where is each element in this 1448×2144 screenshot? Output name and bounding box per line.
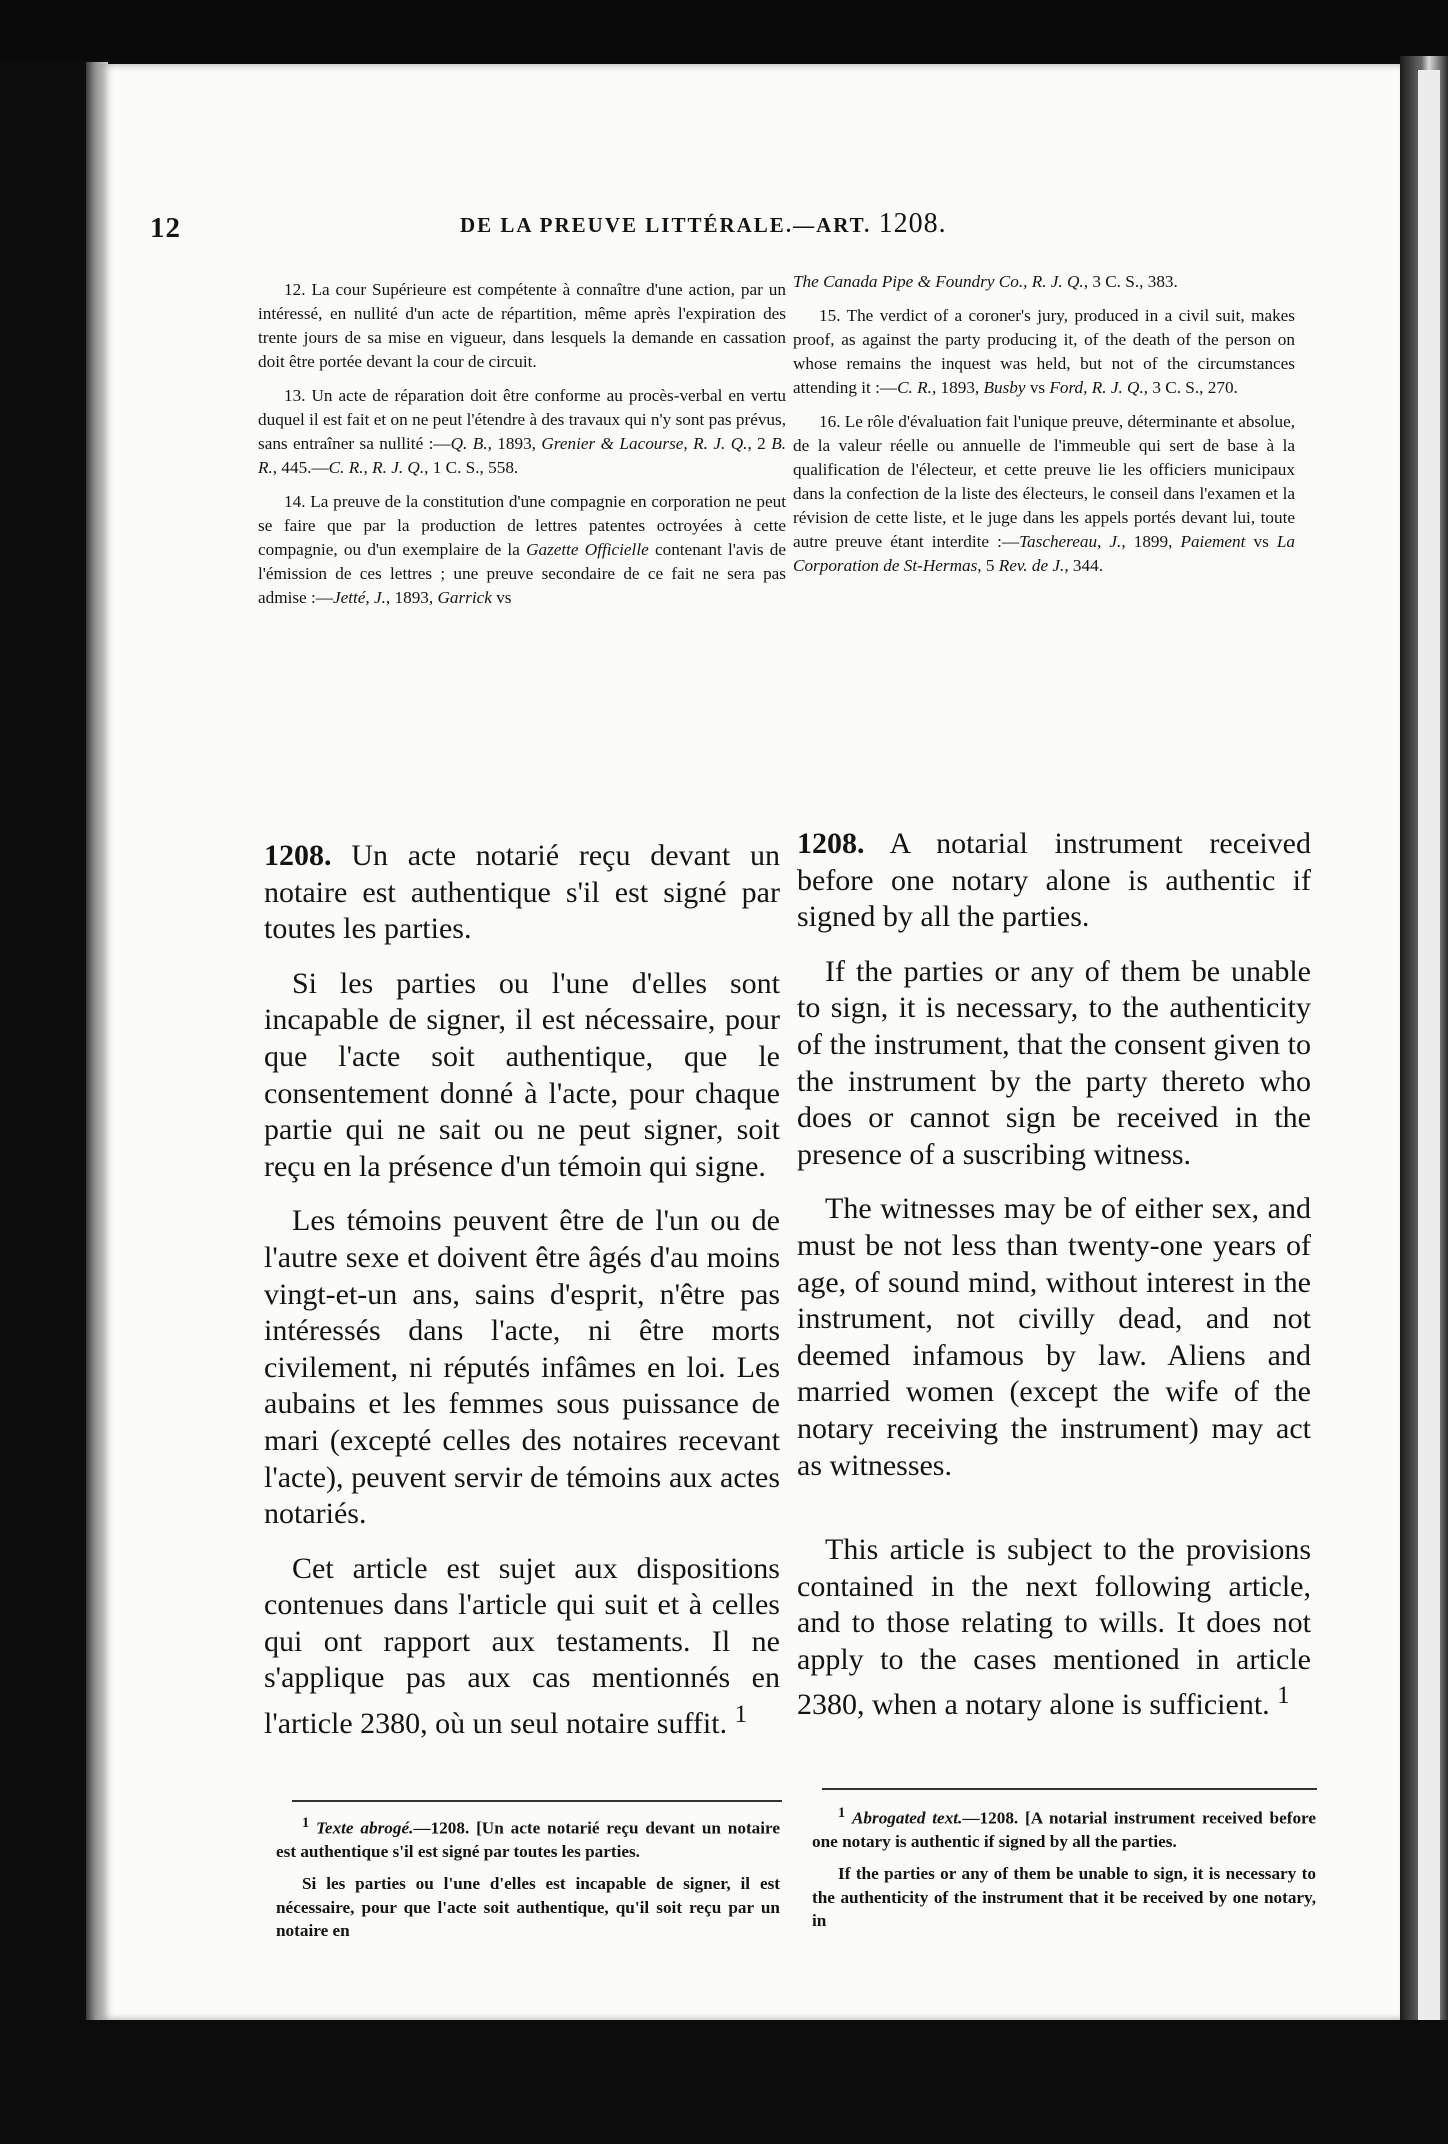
note-15-cite: C. R.	[897, 378, 932, 397]
next-page-edge	[1418, 70, 1440, 2060]
note-13	[258, 384, 786, 480]
footnote-en-2: If the parties or any of them be unable to sign, it is necessary to the authenticity of the instrument that it be received by one notary, in	[812, 1863, 1316, 1931]
running-title-article: 1208.	[878, 208, 947, 239]
note-14-gazette: Gazette Officielle	[526, 540, 649, 559]
note-14-judge: Jetté, J.	[332, 588, 386, 607]
note-13-year: , 1893,	[487, 434, 542, 453]
note-15-year: , 1893,	[931, 378, 984, 397]
note-13-cite-3: B. R.	[258, 434, 786, 477]
note-13-cite-4: C. R., R. J. Q.	[328, 458, 425, 477]
footnote-fr-2: Si les parties ou l'une d'elles est incapable de signer, il est nécessaire, pour que l'acte soit authentique, qu'il soit reçu par un notaire en	[276, 1873, 780, 1941]
article-fr-p2: Si les parties ou l'une d'elles sont incapable de signer, il est nécessaire, pour que l'acte soit authentique, que le consentement donné à l'acte, pour chaque partie qui ne sait ou ne peut signer, soit reçu en la présence d'un témoin qui signe.	[264, 966, 780, 1183]
note-14	[258, 490, 786, 610]
article-fr-number: 1208.	[264, 839, 332, 872]
article-fr-p1-text: Un acte notarié reçu devant un notaire est authentique s'il est signé par toutes les parties.	[264, 839, 780, 946]
note-16-mid: , 5	[977, 556, 999, 575]
note-12: 12. La cour Supérieure est compétente à connaître d'une action, par un intéressé, en nullité d'un acte de répartition, même après l'expiration des trente jours de sa mise en vigueur, dans lesquels la demande en cassation doit être portée devant la cour de circuit.	[258, 280, 786, 371]
article-en-p1	[797, 826, 1311, 936]
note-14-vs: vs	[491, 588, 512, 607]
footnotes-english	[812, 1802, 1316, 1941]
note-16-end: , 344.	[1064, 556, 1103, 575]
note-15-party-1: Busby	[983, 378, 1026, 397]
note-13-end: , 1 C. S., 558.	[424, 458, 519, 477]
article-fr-p4	[264, 1551, 780, 1743]
note-14-party: Garrick	[437, 588, 492, 607]
footnote-en-p1: —1208. [A notarial instrument received before one notary is authentic if signed by all the parties.	[812, 1808, 1316, 1852]
note-14-text: 14. La preuve de la constitution d'une compagnie en corporation ne peut se faire que par la production de lettres patentes octroyées à cette compagnie, ou d'un exemplaire de la	[258, 492, 786, 559]
note-13-text: 13. Un acte de réparation doit être conforme au procès-verbal en vertu duquel il est fait et on ne peut l'étendre à des travaux qui n'y sont pas prévus, sans entraîner sa nullité :—	[258, 386, 786, 453]
footnote-rule-right	[822, 1788, 1317, 1790]
footnotes-french	[276, 1812, 780, 1951]
scan-background-top	[0, 0, 1448, 60]
note-14-cont-cite: The Canada Pipe & Foundry Co., R. J. Q.	[793, 272, 1084, 291]
notes-french-column	[258, 278, 786, 620]
note-13-mid: , 2	[747, 434, 772, 453]
running-title	[460, 208, 1160, 240]
footnote-fr-mark: 1	[302, 1815, 310, 1831]
running-title-text: DE LA PREUVE LITTÉRALE.—ART.	[460, 213, 872, 237]
note-16-year: , 1899,	[1121, 532, 1181, 551]
note-15-vs: vs	[1025, 378, 1050, 397]
note-14-year: , 1893,	[385, 588, 438, 607]
note-15-text: 15. The verdict of a coroner's jury, produced in a civil suit, makes proof, as against the party producing it, of the death of the person on whose remains the inquest was held, but not of the circumstances attending it :—	[793, 306, 1295, 397]
note-16-text: 16. Le rôle d'évaluation fait l'unique preuve, déterminante et absolue, de la valeur réelle ou annuelle de l'immeuble qui sert de base à la qualification de l'électeur, et cette preuve lie les officiers municipaux dans la confection de la liste des électeurs, le conseil dans l'examen et la révision de cette liste, et le juge dans les appels portés devant lui, toute autre preuve étant interdite :—	[793, 412, 1295, 551]
note-16-reporter: Rev. de J.	[998, 556, 1065, 575]
scan-background-bottom	[0, 2020, 1448, 2144]
note-15-end: , 3 C. S., 270.	[1143, 378, 1238, 397]
article-fr-p1	[264, 838, 780, 948]
article-french	[264, 838, 780, 1761]
article-en-p2: If the parties or any of them be unable to sign, it is necessary, to the authenticity of the instrument, that the consent given to the instrument by the party thereto who does or cannot sign be received in the presence of a suscribing witness.	[797, 954, 1311, 1171]
note-15-party-2: Ford, R. J. Q.	[1049, 378, 1144, 397]
footnote-mark-en: 1	[1277, 1682, 1290, 1710]
footnote-mark-fr: 1	[734, 1701, 748, 1729]
notes-english-column	[793, 270, 1295, 588]
note-13-cite-2: Grenier & Lacourse, R. J. Q.	[541, 434, 748, 453]
article-en-p4-text: This article is subject to the provisions contained in the next following article, and to those relating to wills. It does not apply to the cases mentioned in article 2380, when a notary alone is sufficient.	[797, 1533, 1311, 1722]
footnote-fr-p1: —1208. [Un acte notarié reçu devant un notaire est authentique s'il est signé par toutes les parties.	[276, 1818, 780, 1862]
article-en-p3: The witnesses may be of either sex, and must be not less than twenty-one years of age, of sound mind, without interest in the instrument, not civilly dead, and not deemed infamous by law. Aliens and married women (except the wife of the notary receiving the instrument) may act as witnesses.	[797, 1192, 1311, 1482]
note-15	[793, 304, 1295, 400]
note-16-vs: vs	[1245, 532, 1277, 551]
note-13-mid-2: , 445.—	[272, 458, 329, 477]
article-english	[797, 826, 1311, 1742]
article-en-p4	[797, 1532, 1311, 1724]
note-14-cont-end: , 3 C. S., 383.	[1083, 272, 1178, 291]
footnote-fr-1	[276, 1812, 780, 1864]
footnote-en-1	[812, 1802, 1316, 1854]
footnote-en-mark: 1	[838, 1805, 846, 1821]
note-16	[793, 410, 1295, 578]
footnote-fr-label: Texte abrogé.	[316, 1818, 414, 1838]
article-en-number: 1208.	[797, 827, 865, 860]
article-fr-p3: Les témoins peuvent être de l'un ou de l'autre sexe et doivent être âgés d'au moins vingt-et-un ans, sains d'esprit, n'être pas intéressés dans l'acte, ni être morts civilement, ni réputés infâmes en loi. Les aubains et les femmes sous puissance de mari (excepté celles des notaires recevant l'acte), peuvent servir de témoins aux actes notariés.	[264, 1204, 780, 1531]
page-number: 12	[150, 212, 181, 244]
note-16-judge: Taschereau, J.	[1019, 532, 1122, 551]
note-14-continuation	[793, 270, 1295, 294]
article-en-p1-text: A notarial instrument received before one notary alone is authentic if signed by all the parties.	[797, 827, 1311, 934]
footnote-en-label: Abrogated text.	[851, 1808, 963, 1828]
footnote-rule-left	[292, 1800, 782, 1802]
article-fr-p4-text: Cet article est sujet aux dispositions contenues dans l'article qui suit et à celles qui ont rapport aux testaments. Il ne s'applique pas aux cas mentionnés en l'article 2380, où un seul notaire suffit.	[264, 1551, 780, 1741]
note-16-party-2: La Corporation de St-Hermas	[793, 532, 1295, 575]
note-16-party-1: Paiement	[1180, 532, 1246, 551]
note-14-text-b: contenant l'avis de l'émission de ces lettres ; une preuve secondaire de ce fait ne sera pas admise :—	[258, 540, 787, 607]
note-13-cite-1: Q. B.	[450, 434, 488, 453]
